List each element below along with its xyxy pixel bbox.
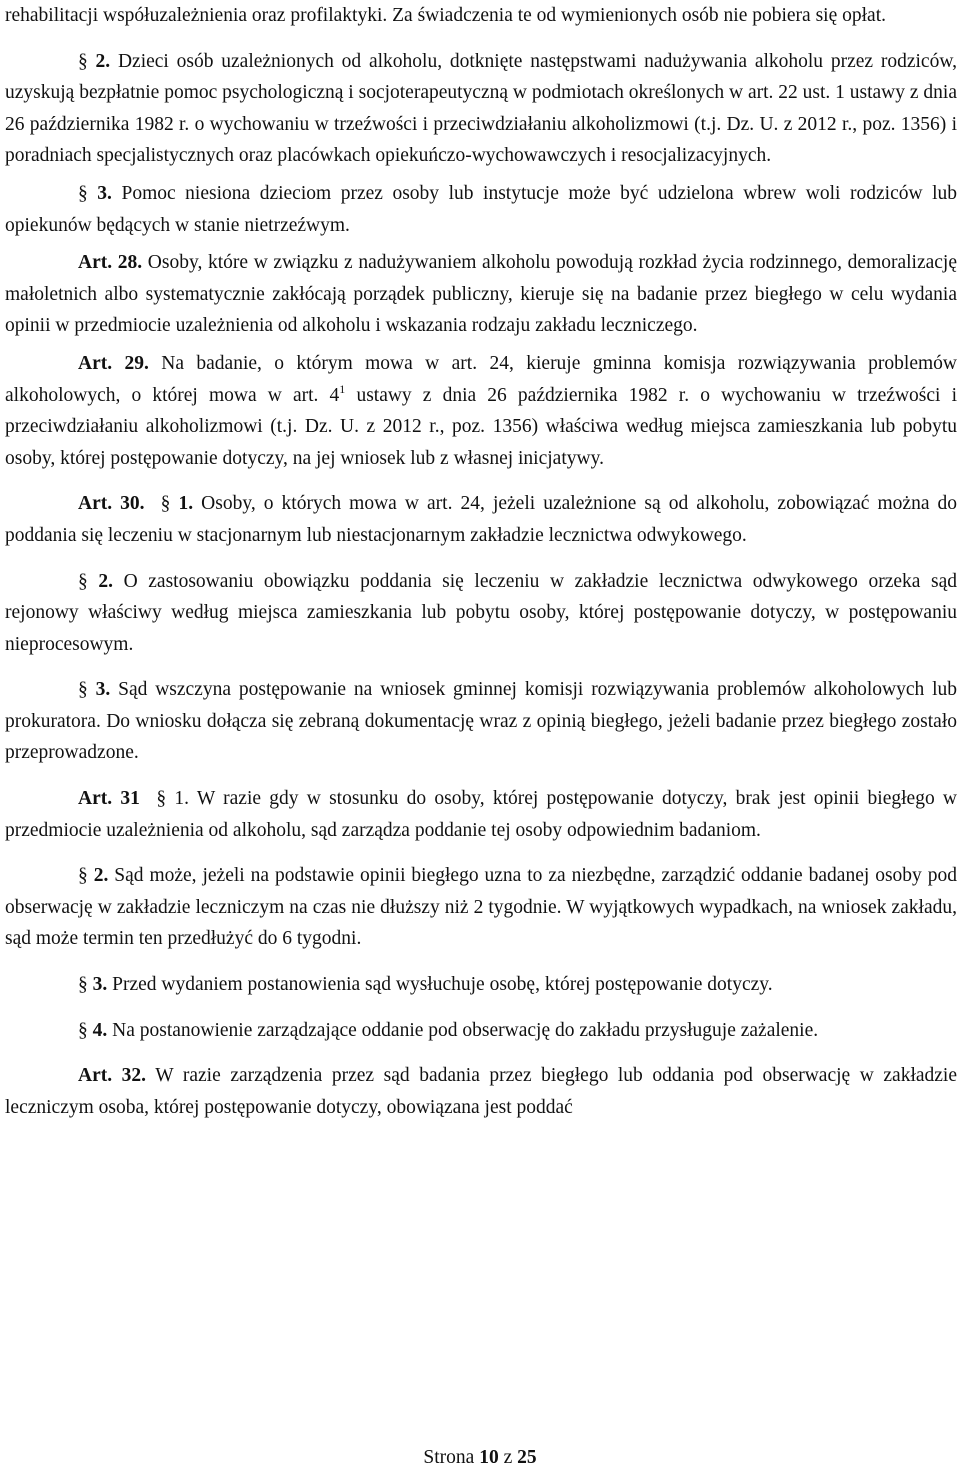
article-heading: Art. 31 bbox=[78, 788, 140, 810]
section-mark: § bbox=[78, 50, 88, 72]
paragraph-art-31-section-4 bbox=[5, 1015, 957, 1047]
paragraph-section-2 bbox=[5, 46, 957, 172]
paragraph-art-31-section-2 bbox=[5, 860, 957, 955]
paragraph-text: Dzieci osób uzależnionych od alkoholu, dotknięte następstwami nadużywania alkoholu przez rodziców, uzyskują bezpłatnie pomoc psychologiczną i socjoterapeutyczną w podmiotach określonych w art. 22 ust. 1 ustawy z dnia 26 października 1982 r. o wychowaniu w trzeźwości i przeciwdziałaniu alkoholizmowi (t.j. Dz. U. z 2012 r., poz. 1356) i poradniach specjalistycznych oraz placówkach opiekuńczo-wychowawczych i resocjalizacyjnych. bbox=[5, 50, 958, 167]
paragraph-text: Przed wydaniem postanowienia sąd wysłuchuje osobę, której postępowanie dotyczy. bbox=[112, 974, 773, 996]
paragraph-art-32 bbox=[5, 1060, 957, 1123]
section-mark: § bbox=[156, 788, 167, 810]
document-page bbox=[5, 0, 957, 1123]
section-mark: § bbox=[78, 679, 88, 701]
paragraph-text: W razie zarządzenia przez sąd badania przez biegłego lub oddania pod obserwację w zakładzie leczniczym osoba, której postępowanie dotyczy, obowiązana jest poddać bbox=[5, 1065, 957, 1118]
footer-page-total: 25 bbox=[517, 1447, 537, 1468]
paragraph-section-3 bbox=[5, 178, 957, 241]
paragraph-text: O zastosowaniu obowiązku poddania się leczeniu w zakładzie lecznictwa odwykowego orzeka sąd rejonowy właściwy według miejsca zamieszkania lub pobytu osoby, której postępowanie dotyczy, w postępowaniu nieprocesowym. bbox=[5, 570, 958, 655]
section-number: 3. bbox=[92, 974, 108, 996]
section-number: 2. bbox=[95, 50, 111, 72]
footer-separator: z bbox=[503, 1447, 513, 1468]
paragraph-text: Sąd wszczyna postępowanie na wniosek gminnej komisji rozwiązywania problemów alkoholowych lub prokuratora. Do wniosku dołącza się zebraną dokumentację wraz z opinią biegłego, jeżeli badanie przez biegłego zostało przeprowadzone. bbox=[5, 679, 957, 764]
footer-prefix: Strona bbox=[423, 1447, 475, 1468]
article-heading: Art. 29. bbox=[78, 352, 149, 374]
paragraph-art-28 bbox=[5, 247, 957, 342]
paragraph-text: Na badanie, o którym mowa w art. 24, kieruje gminna komisja rozwiązywania problemów alkoholowych, o której mowa w art. 4 bbox=[5, 352, 958, 406]
superscript: 1 bbox=[339, 381, 346, 396]
section-number: 3. bbox=[97, 182, 112, 204]
section-number: 2. bbox=[98, 570, 113, 592]
paragraph-text: Sąd może, jeżeli na podstawie opinii biegłego uzna to za niezbędne, zarządzić oddanie badanej osoby pod obserwację w zakładzie leczniczym na czas nie dłuższy niż 2 tygodnie. W wyjątkowych wypadkach, na wniosek zakładu, sąd może termin ten przedłużyć do 6 tygodni. bbox=[5, 865, 957, 950]
section-mark: § bbox=[78, 570, 88, 592]
paragraph-text: Pomoc niesiona dzieciom przez osoby lub instytucje może być udzielona wbrew woli rodziców lub opiekunów będących w stanie nietrzeźwym. bbox=[5, 182, 958, 236]
section-number: 2. bbox=[93, 865, 109, 887]
paragraph-text-continued: ustawy z dnia 26 października 1982 r. o wychowaniu w trzeźwości i przeciwdziałaniu alkoholizmowi (t.j. Dz. U. z 2012 r., poz. 1356) właściwa według miejsca zamieszkania lub pobytu osoby, której postępowanie dotyczy, na jej wniosek lub z własnej inicjatywy. bbox=[5, 384, 958, 469]
footer-page-number: 10 bbox=[479, 1447, 499, 1468]
paragraph-art-31-section-3 bbox=[5, 969, 957, 1001]
section-number: 1. bbox=[174, 788, 189, 810]
section-number: 3. bbox=[95, 679, 111, 701]
paragraph-art-30-section-2 bbox=[5, 566, 957, 661]
article-heading: Art. 30. bbox=[78, 493, 145, 515]
section-mark: § bbox=[160, 493, 171, 515]
page-footer bbox=[0, 1446, 960, 1470]
paragraph-art-29 bbox=[5, 348, 957, 474]
paragraph-text: Na postanowienie zarządzające oddanie pod obserwację do zakładu przysługuje zażalenie. bbox=[112, 1019, 819, 1041]
section-mark: § bbox=[78, 974, 88, 996]
paragraph-text: Osoby, które w związku z nadużywaniem alkoholu powodują rozkład życia rodzinnego, demoralizację małoletnich albo systematycznie zakłócają porządek publiczny, kieruje się na badanie przez biegłego w celu wydania opinii w przedmiocie uzależnienia od alkoholu i wskazania rodzaju zakładu leczniczego. bbox=[5, 252, 958, 337]
section-mark: § bbox=[78, 865, 88, 887]
section-mark: § bbox=[78, 1019, 88, 1041]
section-number: 4. bbox=[92, 1019, 108, 1041]
section-number: 1. bbox=[178, 493, 194, 515]
paragraph-text: Osoby, o których mowa w art. 24, jeżeli uzależnione są od alkoholu, zobowiązać można do poddania się leczeniu w stacjonarnym lub niestacjonarnym zakładzie lecznictwa odwykowego. bbox=[5, 493, 958, 546]
paragraph-text: rehabilitacji współuzależnienia oraz profilaktyki. Za świadczenia te od wymienionych osób nie pobiera się opłat. bbox=[5, 5, 886, 26]
section-mark: § bbox=[78, 182, 88, 204]
paragraph-continuation bbox=[5, 0, 957, 32]
article-heading: Art. 32. bbox=[78, 1065, 147, 1087]
paragraph-art-31 bbox=[5, 783, 957, 846]
article-heading: Art. 28. bbox=[78, 252, 143, 274]
paragraph-text: W razie gdy w stosunku do osoby, której postępowanie dotyczy, brak jest opinii biegłego w przedmiocie uzależnienia od alkoholu, sąd zarządza poddanie tej osoby odpowiednim badaniom. bbox=[5, 788, 958, 841]
paragraph-art-30-section-3 bbox=[5, 674, 957, 769]
paragraph-art-30 bbox=[5, 488, 957, 551]
